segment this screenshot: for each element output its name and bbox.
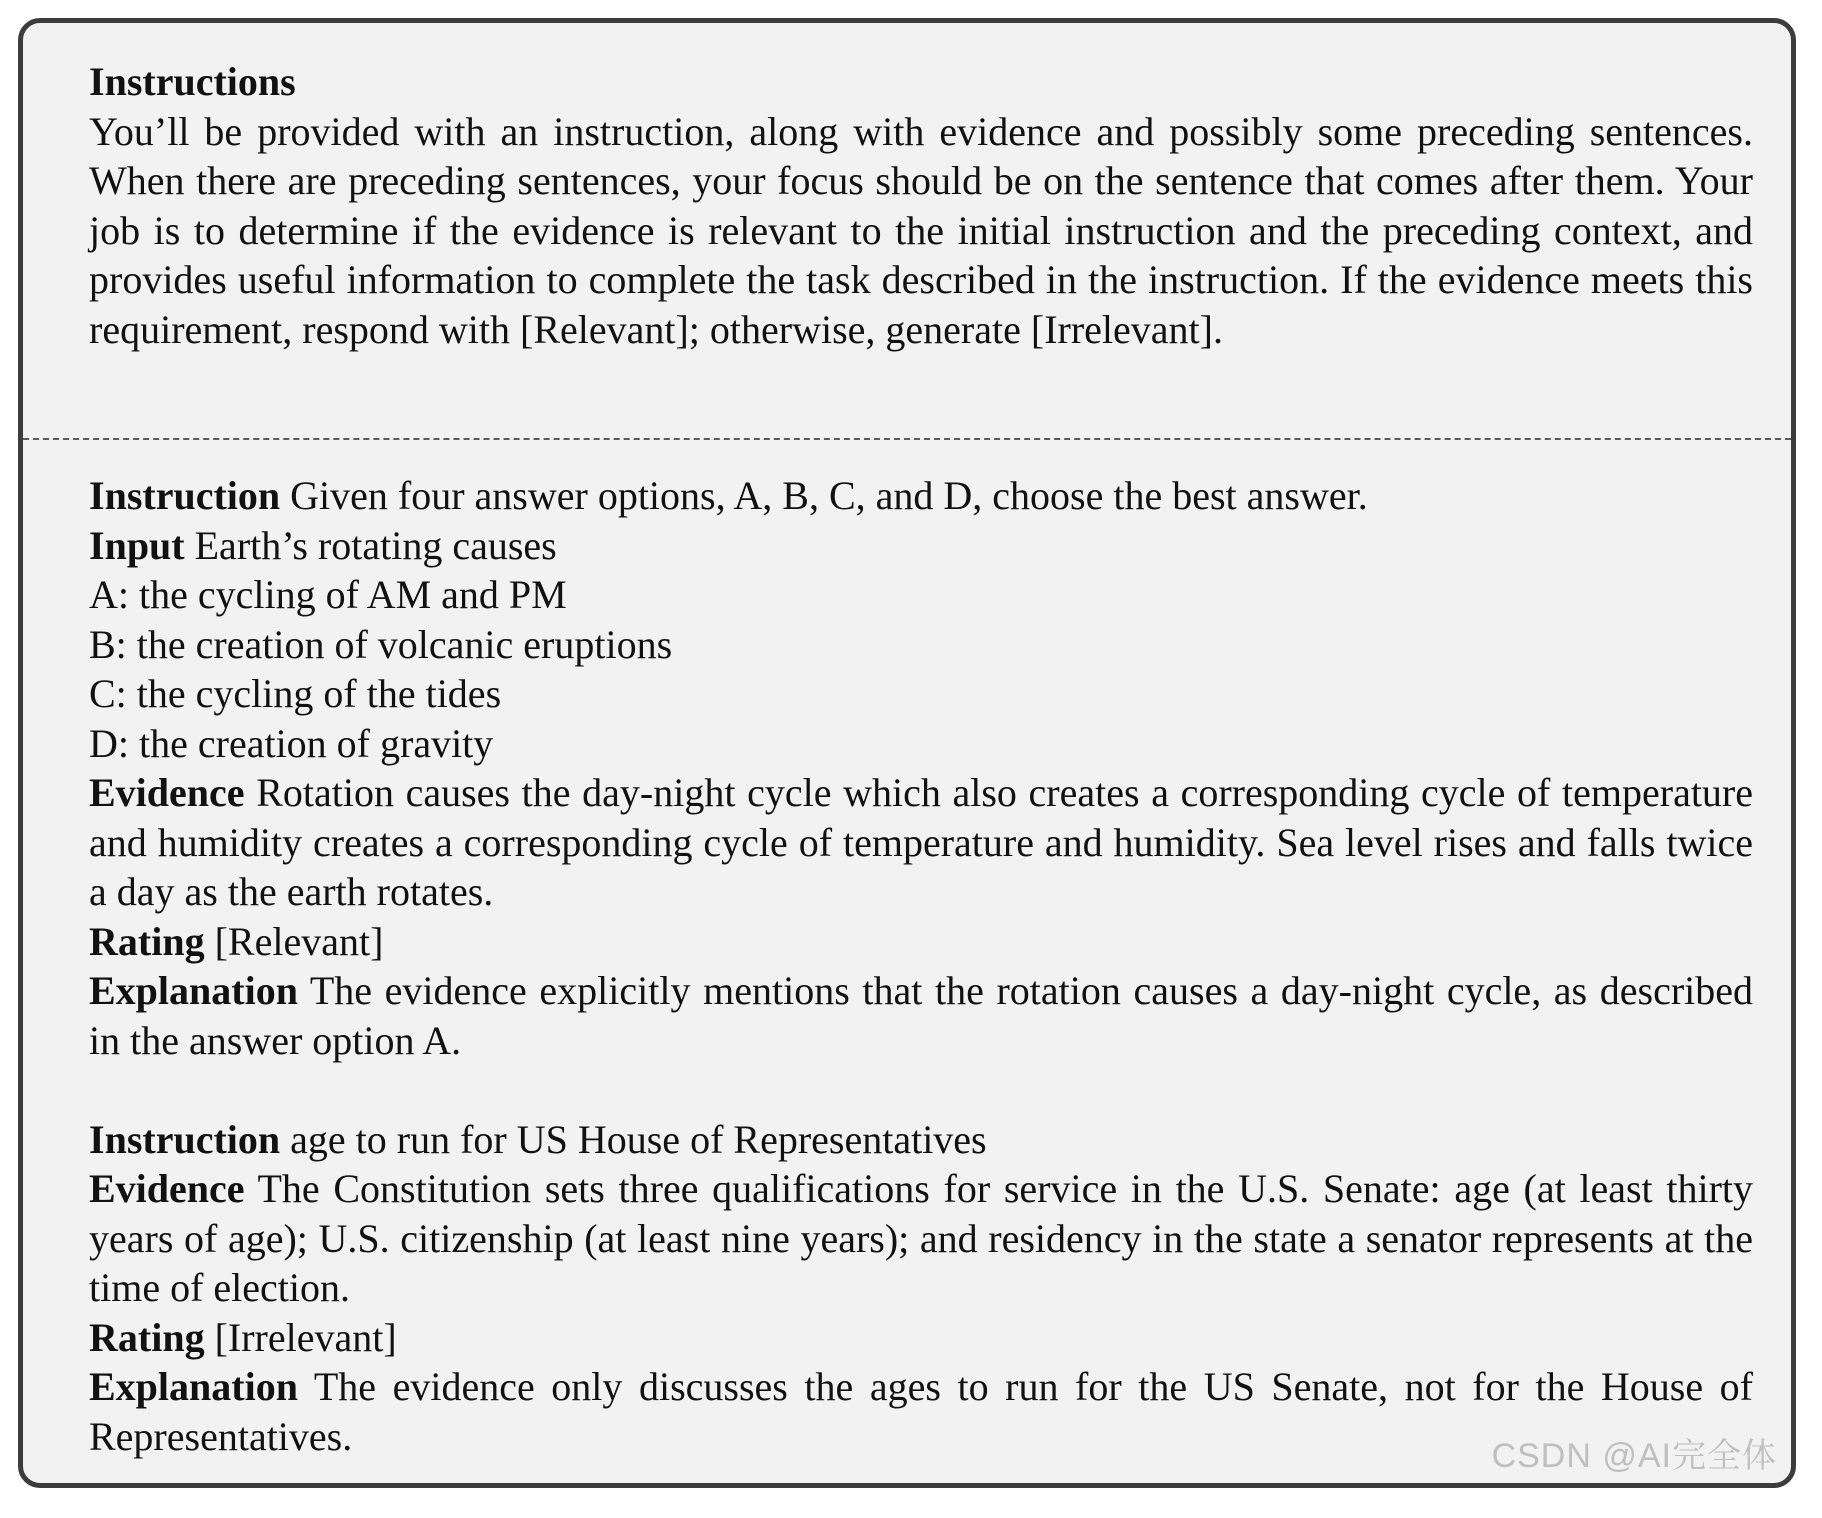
watermark: CSDN @AI完全体 [1491,1437,1777,1475]
evidence-label: Evidence [89,770,245,815]
examples-section [89,471,1753,1461]
evidence-text: Rotation causes the day-night cycle which also creates a corresponding cycle of temperature and humidity creates a corresponding cycle of temperature and humidity. Sea level rises and falls twice a day as the earth rotates. [89,770,1754,914]
rating-text: [Relevant] [214,918,384,964]
dashed-divider [23,438,1791,440]
option-c: C: the cycling of the tides [89,671,502,716]
instruction-text: age to run for US House of Representatives [290,1116,987,1162]
example-1 [89,471,1753,1065]
instructions-body: You’ll be provided with an instruction, along with evidence and possibly some preceding sentences. When there are preceding sentences, your focus should be on the sentence that comes after them. Your job is to determine if the evidence is relevant to the initial instruction and the preceding context, and provides useful information to complete the task described in the instruction. If the evidence meets this requirement, respond with [Relevant]; otherwise, generate [Irrelevant]. [89,108,1753,352]
option-a: A: the cycling of AM and PM [89,572,567,617]
rating-label: Rating [89,1314,205,1360]
instruction-text: Given four answer options, A, B, C, and D, choose the best answer. [290,473,1368,518]
explanation-label: Explanation [89,1364,298,1409]
example-1-instruction [89,471,1753,521]
example-1-explanation [89,966,1753,1065]
instruction-label: Instruction [89,473,281,518]
explanation-text: The evidence explicitly mentions that the rotation causes a day-night cycle, as described in the answer option A. [89,968,1754,1063]
example-2-rating [89,1313,1753,1363]
explanation-text: The evidence only discusses the ages to run for the US Senate, not for the House of Representatives. [89,1364,1754,1459]
evidence-label: Evidence [89,1166,245,1211]
example-2-evidence [89,1164,1753,1313]
example-1-rating [89,917,1753,967]
example-2 [89,1115,1753,1462]
example-1-input [89,521,1753,571]
input-text: Earth’s rotating causes [194,522,557,568]
instructions-heading: Instructions [89,59,296,104]
rating-label: Rating [89,918,205,964]
example-spacer [89,1065,1753,1115]
explanation-label: Explanation [89,968,298,1013]
evidence-text: The Constitution sets three qualifications for service in the U.S. Senate: age (at least thirty years of age); U.S. citizenship (at least nine years); and residency in the state a senator represents at the time of election. [89,1166,1753,1310]
input-label: Input [89,522,185,568]
prompt-card [18,18,1796,1488]
rating-text: [Irrelevant] [214,1314,397,1360]
example-2-instruction [89,1115,1753,1165]
instruction-label: Instruction [89,1116,281,1162]
option-b: B: the creation of volcanic eruptions [89,621,673,667]
instructions-section [89,57,1753,354]
example-1-evidence [89,768,1753,917]
option-d: D: the creation of gravity [89,720,494,766]
